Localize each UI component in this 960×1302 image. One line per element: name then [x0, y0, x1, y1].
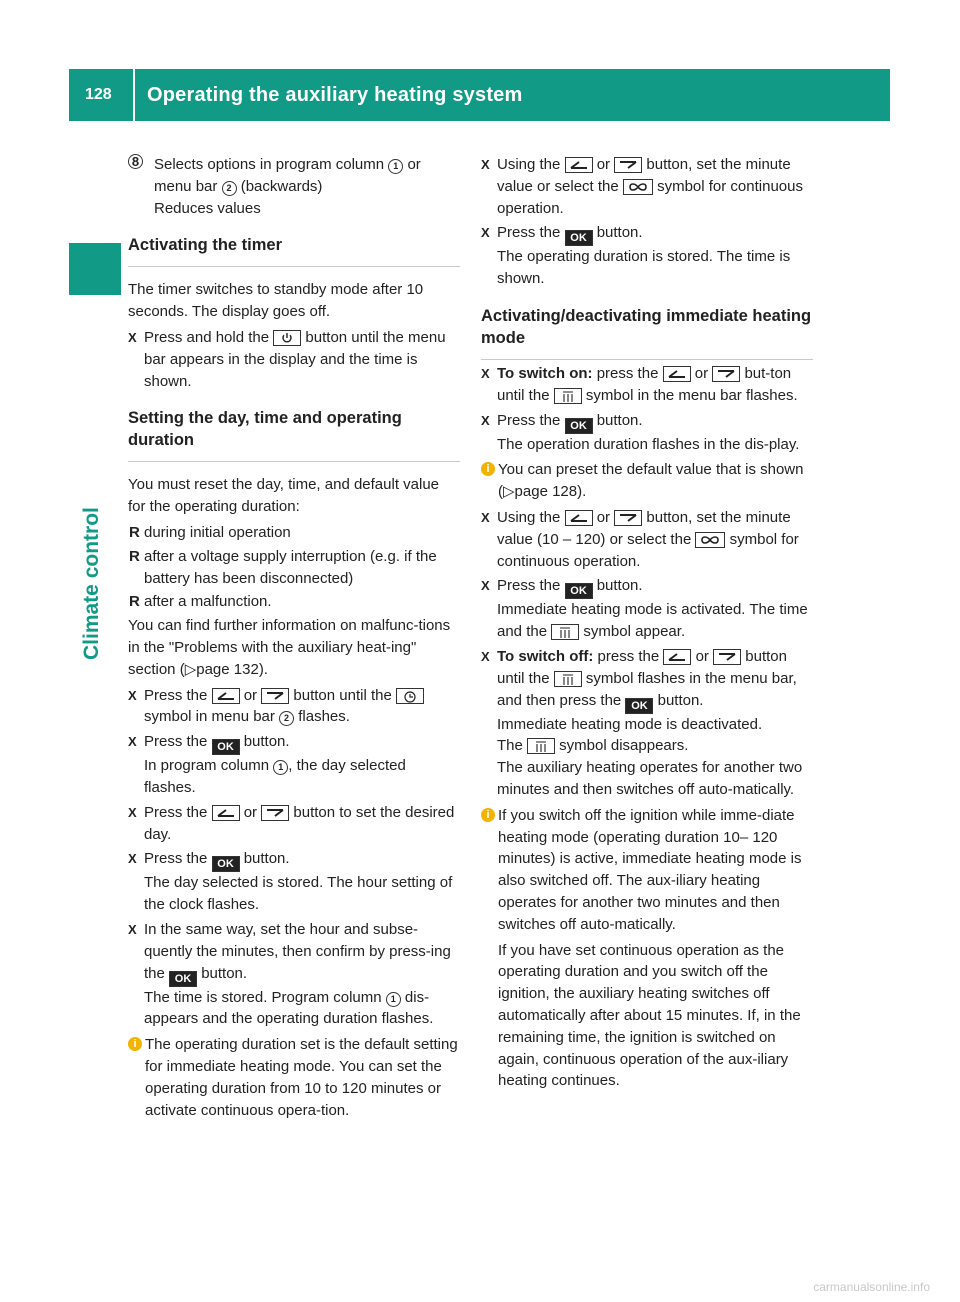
- right-arrow-button-icon: [261, 688, 289, 704]
- heating-symbol-icon: [554, 388, 582, 404]
- instruction-step: X To switch on: press the or but-ton until the symbol in the menu bar flashes.: [481, 364, 798, 404]
- heading-immediate-heating: Activating/deactivating immediate heating mode: [481, 305, 813, 360]
- list-item: R after a malfunction.: [129, 593, 272, 611]
- right-arrow-button-icon: [713, 649, 741, 665]
- page-reference-link[interactable]: page 128).: [514, 483, 587, 501]
- step-marker-icon: X: [481, 509, 490, 525]
- side-section-label: Climate control: [80, 507, 103, 660]
- ok-button-icon: OK: [565, 230, 593, 246]
- ok-button-icon: OK: [212, 739, 240, 755]
- circle-1-icon: 1: [273, 760, 288, 775]
- info-icon: i: [481, 462, 495, 476]
- clock-symbol-icon: [396, 688, 424, 704]
- page-reference-link[interactable]: page 132).: [196, 660, 268, 678]
- circle-8-icon: 8: [128, 154, 143, 169]
- instruction-step: X Press the or button until the symbol in menu bar 2 flashes.: [128, 685, 460, 729]
- info-icon: i: [481, 808, 495, 822]
- page-title: Operating the auxiliary heating system: [147, 83, 523, 106]
- info-continuous-paragraph: If you have set continuous operation as the operating duration and you switch off the ignition, the auxiliary heating switches off automatically after about 15 minutes. If, in the remaining time, the ignition is switched on again, continuous operation of the aux-iliary heating continues.: [498, 941, 801, 1090]
- continuous-operation-icon: [623, 179, 653, 195]
- heading-setting-day-time: Setting the day, time and operating duration: [128, 407, 460, 462]
- power-button-icon: [273, 330, 301, 346]
- ok-button-icon: OK: [565, 583, 593, 599]
- instruction-step: X Press the OK button. The day selected is stored. The hour setting of the clock flashes.: [128, 850, 453, 914]
- ok-button-icon: OK: [565, 418, 593, 434]
- left-arrow-button-icon: [663, 366, 691, 382]
- heating-symbol-icon: [551, 624, 579, 640]
- instruction-step: X Press the OK button. The operating duration is stored. The time is shown.: [481, 224, 791, 288]
- list-item: R after a voltage supply interruption (e.g. if the battery has been disconnected): [129, 547, 437, 587]
- ok-button-icon: OK: [169, 971, 197, 987]
- instruction-step: X Press the or button to set the desired day.: [128, 803, 455, 843]
- reset-paragraph: You must reset the day, time, and default value for the operating duration:: [128, 476, 440, 516]
- right-column: [481, 154, 813, 1096]
- circle-1-icon: 1: [388, 159, 403, 174]
- right-arrow-button-icon: [614, 510, 642, 526]
- side-tab: [69, 243, 121, 295]
- page-number: 128: [85, 86, 112, 103]
- heading-activating-timer: Activating the timer: [128, 234, 460, 267]
- instruction-step: X Press the OK button. In program column 1 , the day selected flashes.: [128, 733, 406, 796]
- heating-symbol-icon: [527, 738, 555, 754]
- left-arrow-button-icon: [663, 649, 691, 665]
- step-marker-icon: X: [481, 412, 490, 428]
- instruction-step: X To switch off: press the or button until the symbol flashes in the menu bar, and then press the OK button. Immediate heating mode is deactivated. The symbol disappears. The auxiliary heating operates for another two minutes and then switches off auto-matically.: [481, 647, 803, 798]
- step-marker-icon: X: [128, 804, 137, 820]
- step-marker-icon: X: [128, 329, 137, 345]
- list-item: R during initial operation: [129, 523, 291, 541]
- left-arrow-button-icon: [212, 688, 240, 704]
- info-note: i You can preset the default value that is shown (▷page 128).: [481, 459, 813, 503]
- circle-2-icon: 2: [279, 711, 294, 726]
- ok-button-icon: OK: [625, 698, 653, 714]
- ok-button-icon: OK: [212, 856, 240, 872]
- circle-1-icon: 1: [386, 992, 401, 1007]
- step-marker-icon: X: [128, 851, 137, 867]
- page-ref-arrow-icon: ▷: [503, 483, 515, 501]
- info-icon: i: [128, 1037, 142, 1051]
- step-marker-icon: X: [481, 365, 490, 381]
- left-column: [128, 154, 460, 1125]
- reduces-values-text: Reduces values: [154, 199, 261, 217]
- left-arrow-button-icon: [212, 805, 240, 821]
- left-arrow-button-icon: [565, 157, 593, 173]
- operating-item-8: 8 Selects options in program column 1 or menu bar 2 (backwards): [128, 154, 460, 198]
- step-marker-icon: X: [481, 578, 490, 594]
- right-arrow-button-icon: [712, 366, 740, 382]
- page-header: [69, 69, 890, 121]
- right-arrow-button-icon: [261, 805, 289, 821]
- continuous-operation-icon: [695, 532, 725, 548]
- instruction-step: X Press the OK button. The operation duration flashes in the dis-play.: [481, 411, 800, 453]
- page-ref-arrow-icon: ▷: [184, 660, 197, 678]
- step-marker-icon: X: [128, 734, 137, 750]
- instruction-step: X In the same way, set the hour and subse-quently the minutes, then confirm by press-ing the OK button. The time is stored. Program column 1 dis-appears and the operating duration flashes.: [128, 920, 451, 1028]
- circle-2-icon: 2: [222, 181, 237, 196]
- step-marker-icon: X: [481, 225, 490, 241]
- heating-symbol-icon: [554, 671, 582, 687]
- info-note: i The operating duration set is the default setting for immediate heating mode. You can set the operating duration from 10 to 120 minutes or activate continuous opera-tion.: [128, 1034, 460, 1121]
- right-arrow-button-icon: [614, 157, 642, 173]
- step-marker-icon: X: [481, 648, 490, 664]
- instruction-step: X Press the OK button. Immediate heating mode is activated. The time and the symbol appear.: [481, 577, 808, 641]
- instruction-step: X Press and hold the button until the menu bar appears in the display and the time is shown.: [128, 328, 446, 390]
- watermark: carmanualsonline.info: [813, 1280, 930, 1294]
- step-marker-icon: X: [128, 921, 137, 937]
- step-marker-icon: X: [481, 157, 490, 172]
- step-marker-icon: X: [128, 687, 137, 703]
- instruction-step: X Using the or button, set the minute value or select the symbol for continuous operation.: [481, 156, 803, 217]
- left-arrow-button-icon: [565, 510, 593, 526]
- timer-paragraph: The timer switches to standby mode after 10 seconds. The display goes off.: [128, 281, 424, 321]
- info-note: i If you switch off the ignition while imme-diate heating mode (operating duration 10– 120 minutes) is active, immediate heating mode is also switched off. The aux-iliary heating operates for another two minutes and then switches off auto-matically. If you have set continuous operation as the operating duration and you switch off the ignition, the auxiliary heating switches off automatically after about 15 minutes. If, in the remaining time, the ignition is switched on again, continuous operation of the aux-iliary heating continues.: [481, 805, 813, 1092]
- instruction-step: X Using the or button, set the minute value (10 – 120) or select the symbol for continuous operation.: [481, 508, 799, 570]
- malfunction-paragraph: You can find further information on malfunc-tions in the "Problems with the auxiliary heat-ing" section (▷page 132).: [128, 617, 451, 678]
